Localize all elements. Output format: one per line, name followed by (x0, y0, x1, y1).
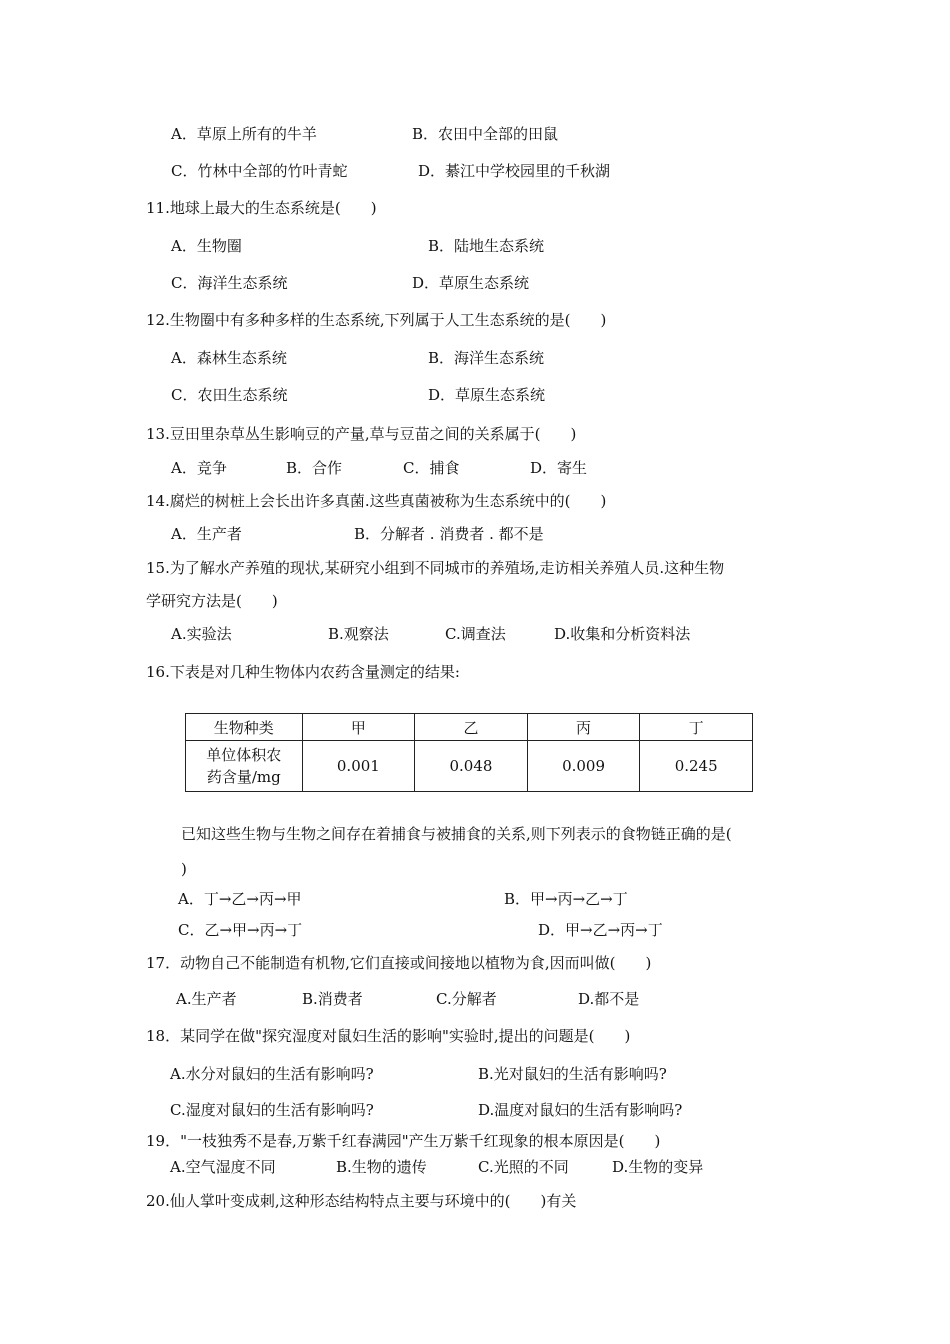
q15-stem-line1: 15.为了解水产养殖的现状,某研究小组到不同城市的养殖场,走访相关养殖人员.这种生物 (146, 559, 725, 577)
q19-option-c: C.光照的不同 (478, 1158, 569, 1176)
row-label-line2: 药含量/mg (206, 768, 281, 786)
table-row (186, 741, 753, 792)
q12-option-c: C．农田生态系统 (171, 386, 288, 404)
q13-option-a: A．竞争 (171, 459, 227, 477)
q19-option-a: A.空气湿度不同 (170, 1158, 276, 1176)
q10-option-c: C．竹林中全部的竹叶青蛇 (171, 162, 348, 180)
q14-option-a: A．生产者 (171, 525, 242, 543)
q12-stem: 12.生物圈中有多种多样的生态系统,下列属于人工生态系统的是( ) (146, 311, 607, 329)
q16-note-line1: 已知这些生物与生物之间存在着捕食与被捕食的关系,则下列表示的食物链正确的是( (181, 825, 732, 843)
q18-stem: 18．某同学在做"探究湿度对鼠妇生活的影响"实验时,提出的问题是( ) (146, 1027, 631, 1045)
q15-option-d: D.收集和分析资料法 (554, 625, 691, 643)
q15-option-b: B.观察法 (328, 625, 389, 643)
table-cell: 0.001 (302, 741, 415, 792)
q16-option-d: D．甲→乙→丙→丁 (538, 921, 663, 939)
q16-option-a: A．丁→乙→丙→甲 (178, 890, 302, 908)
q19-stem: 19．"一枝独秀不是春,万紫千红春满园"产生万紫千红现象的根本原因是( ) (146, 1132, 661, 1150)
table-row-label (186, 741, 303, 792)
table-cell: 0.245 (640, 741, 753, 792)
q15-option-a: A.实验法 (171, 625, 232, 643)
q12-option-b: B．海洋生态系统 (428, 349, 545, 367)
q14-option-b: B．分解者 . 消费者 . 都不是 (354, 525, 544, 543)
table-header-row (186, 714, 753, 741)
q11-option-c: C．海洋生态系统 (171, 274, 288, 292)
q10-option-a: A．草原上所有的牛羊 (171, 125, 317, 143)
q13-option-d: D．寄生 (530, 459, 588, 477)
q17-option-b: B.消费者 (302, 990, 363, 1008)
table-header-cell: 乙 (415, 714, 528, 741)
table-header-cell: 生物种类 (186, 714, 303, 741)
q11-option-d: D．草原生态系统 (412, 274, 530, 292)
q18-option-a: A.水分对鼠妇的生活有影响吗? (170, 1065, 374, 1083)
q14-stem: 14.腐烂的树桩上会长出许多真菌.这些真菌被称为生态系统中的( ) (146, 492, 607, 510)
pesticide-table (185, 713, 753, 792)
q13-stem: 13.豆田里杂草丛生影响豆的产量,草与豆苗之间的关系属于( ) (146, 425, 577, 443)
table-cell: 0.009 (527, 741, 640, 792)
q17-option-d: D.都不是 (578, 990, 640, 1008)
q13-option-b: B．合作 (286, 459, 343, 477)
q10-option-b: B．农田中全部的田鼠 (412, 125, 559, 143)
table-header-cell: 甲 (302, 714, 415, 741)
q10-option-d: D．綦江中学校园里的千秋湖 (418, 162, 611, 180)
q13-option-c: C．捕食 (403, 459, 460, 477)
q17-stem: 17．动物自己不能制造有机物,它们直接或间接地以植物为食,因而叫做( ) (146, 954, 652, 972)
q18-option-d: D.温度对鼠妇的生活有影响吗? (478, 1101, 683, 1119)
q11-option-b: B．陆地生态系统 (428, 237, 545, 255)
q16-option-b: B．甲→丙→乙→丁 (504, 890, 628, 908)
q12-option-d: D．草原生态系统 (428, 386, 546, 404)
q18-option-b: B.光对鼠妇的生活有影响吗? (478, 1065, 667, 1083)
table-cell: 0.048 (415, 741, 528, 792)
q17-option-a: A.生产者 (176, 990, 237, 1008)
q16-option-c: C．乙→甲→丙→丁 (178, 921, 303, 939)
q19-option-b: B.生物的遗传 (336, 1158, 427, 1176)
q11-stem: 11.地球上最大的生态系统是( ) (146, 199, 377, 217)
q16-stem: 16.下表是对几种生物体内农药含量测定的结果: (146, 663, 460, 681)
q18-option-c: C.湿度对鼠妇的生活有影响吗? (170, 1101, 374, 1119)
q15-stem-line2: 学研究方法是( ) (146, 592, 278, 610)
q19-option-d: D.生物的变异 (612, 1158, 704, 1176)
table-header-cell: 丁 (640, 714, 753, 741)
q17-option-c: C.分解者 (436, 990, 497, 1008)
q15-option-c: C.调查法 (445, 625, 506, 643)
row-label-line1: 单位体积农 (206, 746, 282, 764)
q12-option-a: A．森林生态系统 (171, 349, 287, 367)
q20-stem: 20.仙人掌叶变成刺,这种形态结构特点主要与环境中的( )有关 (146, 1192, 577, 1210)
table-header-cell: 丙 (527, 714, 640, 741)
q16-note-line2: ) (181, 860, 187, 878)
q11-option-a: A．生物圈 (171, 237, 242, 255)
